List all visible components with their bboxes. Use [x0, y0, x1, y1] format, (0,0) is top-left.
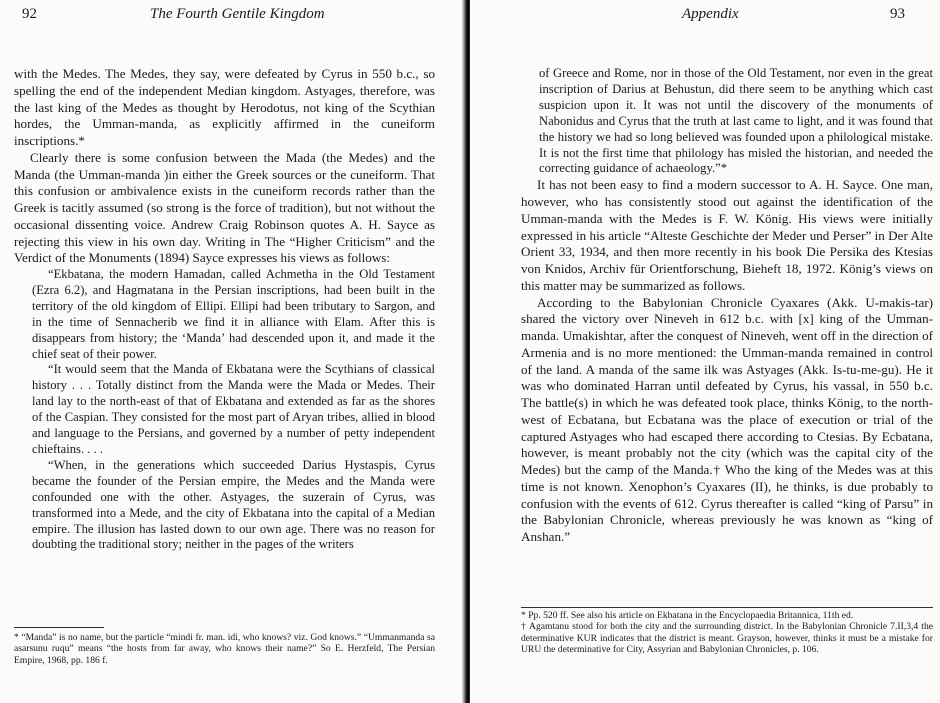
left-running-title: The Fourth Gentile Kingdom: [150, 6, 325, 22]
left-footnote: * “Manda” is no name, but the particle “mindi fr. man. idi, who knows? viz. God knows.” “Ummanmanda sa asarsunu ruqu” means “the hosts from far away, who knows their name?” So E. Herzfeld, The Persian Empire, 1968, pp. 186 f.: [14, 632, 435, 666]
right-footnote-2: † Agamtanu stood for both the city and the surrounding district. In the Babylonian Chronicle 7.II,3,4 the determinative KUR indicates that the district is meant. Grayson, however, thinks it must be a mistake for URU the determinative for City, Assyrian and Babylonian Chronicles, p. 106.: [521, 621, 933, 656]
right-body-text: [521, 66, 933, 546]
right-quote-continued: of Greece and Rome, nor in those of the Old Testament, nor even in the great inscription of Darius at Behustun, did there seem to be anything which cast suspicion upon it. It was not until the discovery of the monuments of Nabonidus and Cyrus that the truth at last came to light, and it was found that the history we had so long believed was founded upon a philological mistake. It is not the first time that philology has misled the historian, and needed the correcting guidance of achaeology.”*: [539, 66, 933, 176]
left-body-text: [14, 66, 435, 553]
left-quote-3: “When, in the generations which succeeded Darius Hystaspis, Cyrus became the founder of the Persian empire, the Medes and the Manda were confounded one with the other. Astyages, the suzerain of Cyrus, was transformed into a Mede, and the city of Ekbatana into the capital of a Median empire. The illusion has lasted down to our own age. There was no reason for doubting the traditional story; neither in the pages of the writers: [32, 457, 435, 552]
left-page: [0, 0, 465, 703]
right-footnotes: [521, 610, 933, 656]
left-paragraph-1: with the Medes. The Medes, they say, were defeated by Cyrus in 550 b.c., so spelling the end of the independent Median kingdom. Astyages, therefore, was the last king of the Medes as thought by Herodotus, not king of the Scythian hordes, the Umman-manda, as explicitly affirmed in the cuneiform inscriptions.*: [14, 66, 435, 148]
left-quote-1: “Ekbatana, the modern Hamadan, called Achmetha in the Old Testament (Ezra 6.2), and Hagmatana in the Persian inscriptions, had been built in the territory of the old kingdom of Ellipi. Ellipi had been tributary to Sargon, and in the time of Sennacherib we find it in alliance with Elam. After this is disappears from history; the ‘Manda’ had descended upon it, and made it the chief seat of their power.: [32, 267, 435, 361]
right-page-number: 93: [890, 6, 905, 22]
left-page-number: 92: [22, 6, 37, 22]
right-paragraph-2: According to the Babylonian Chronicle Cyaxares (Akk. U-makis-tar) shared the victory over Nineveh in 612 b.c. with [x] king of the Umman-manda. Umakishtar, after the conquest of Nineveh, went off in the direction of Armenia and is no more mentioned: the Umman-manda remained in control of the land. A manda of the same ilk was Astyages (Akk. Is-tu-me-gu). He it was who dominated Harran until defeated by Cyrus, his vassal, in 550 b.c. The battle(s) in which he was defeated took place, thinks König, to the north-west of Ecbatana, but Ecbatana was the place of execution or trial of the captured Astyages who had escaped there according to Ctesias. By Ecbatana, however, is meant probably not the city (which was the capital city of the Medes) but the camp of the Manda.† Who the king of the Medes was at this time is not known. Xenophon’s Cyaxares (II), he thinks, is due probably to confusion with the events of 612. Cyrus thereafter is called “king of Parsu” in the Babylonian Chronicle, whereas previously he was known as “king of Anshan.”: [521, 294, 933, 545]
left-quote-2: “It would seem that the Manda of Ekbatana were the Scythians of classical history . . . Totally distinct from the Manda were the Mada or Medes. Their land lay to the north-east of that of Ekbatana and extended as far as the shores of the Caspian. They consisted for the most part of Aryan tribes, allied in blood and language to the Persians, and governed by a number of petty independent chieftains. . . .: [32, 362, 435, 456]
right-paragraph-1: It has not been easy to find a modern successor to A. H. Sayce. One man, however, who has consistently stood out against the identification of the Umman-manda with the Medes is F. W. König. His views were initially expressed in his article “Alteste Geschichte der Meder und Perser” in Der Alte Orient 33, 1934, and then more recently in his book Die Persika des Ktesias von Knidos, Archiv für Orientforschung, Bieheft 18, 1972. König’s views on this matter may be summarized as follows.: [521, 177, 933, 293]
right-footnote-1: * Pp. 520 ff. See also his article on Ekbatana in the Encyclopaedia Britannica, 11th ed.: [521, 610, 854, 621]
left-paragraph-2: Clearly there is some confusion between the Mada (the Medes) and the Manda (the Umman-manda )in either the Greek sources or the cuneiform. That this confusion or ambivalence exists in the cuneiform records rather than the Greek is tacitly assumed (so strong is the force of tradition), but not without the occasional dissenting voice. Andrew Craig Robinson quotes A. H. Sayce as rejecting this view in his own day. Writing in The “Higher Criticism” and the Verdict of the Monuments (1894) Sayce expresses his views as follows:: [14, 149, 435, 266]
left-footnote-rule: [14, 627, 104, 628]
right-page: [470, 0, 940, 703]
right-footnote-rule: [521, 607, 933, 608]
right-running-title: Appendix: [682, 6, 739, 22]
